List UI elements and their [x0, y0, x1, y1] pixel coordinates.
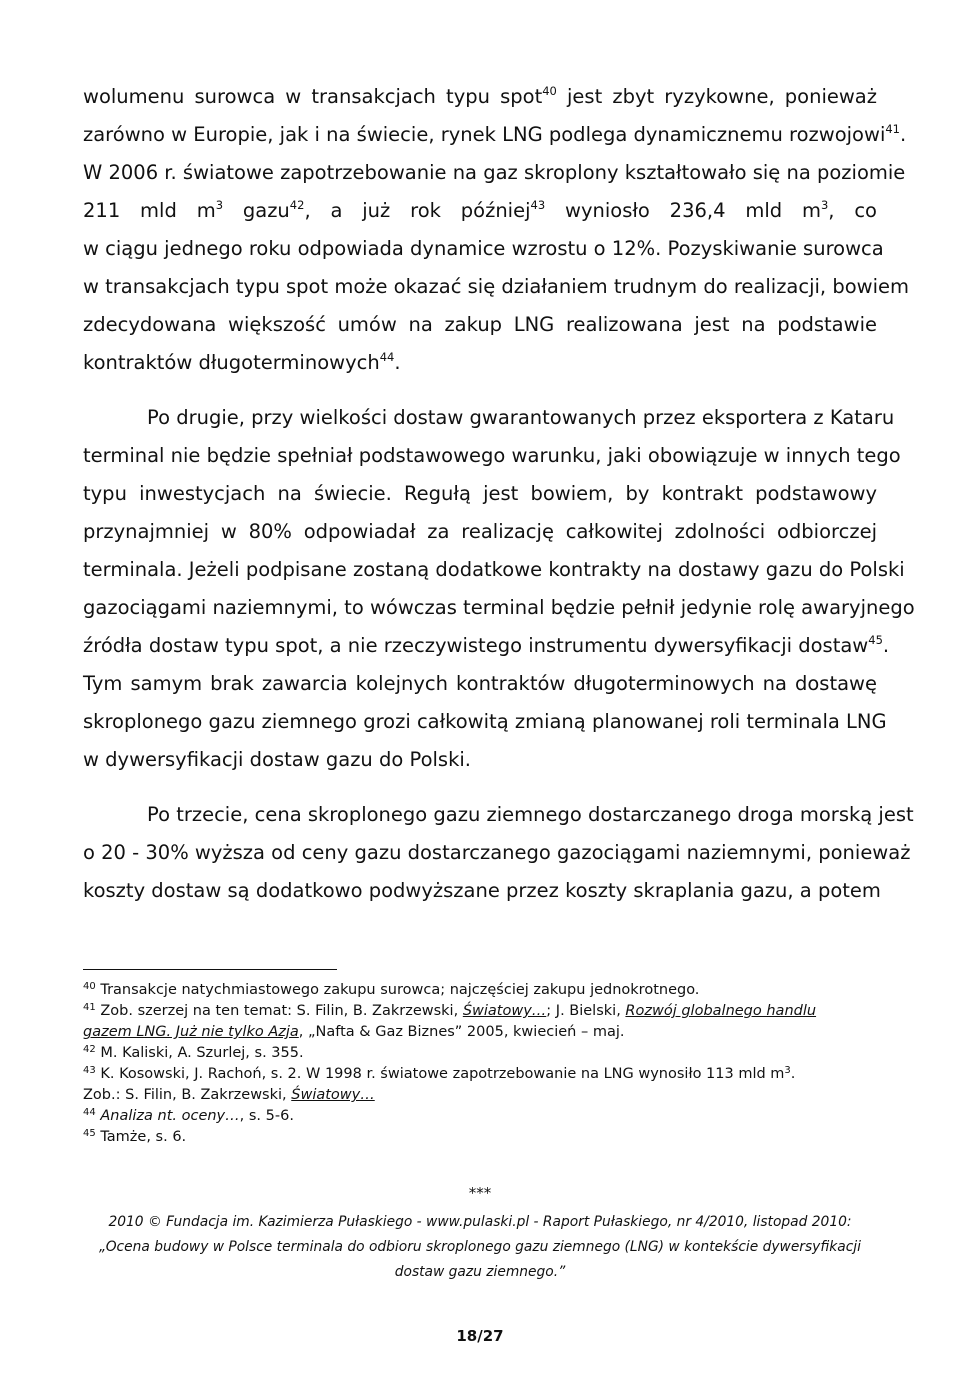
body-line: terminala. Jeżeli podpisane zostaną dodatkowe kontrakty na dostawy gazu do Polski [83, 558, 905, 581]
footnote-44: $^{44}$ Analiza nt. oceny…, s. 5-6. [83, 1107, 294, 1124]
section-separator: *** [468, 1184, 492, 1202]
footnote-ref: 42 [289, 198, 305, 212]
footnote-41-cont: gazem LNG. Już nie tylko Azja, „Nafta & Gaz Biznes” 2005, kwiecień – maj. [83, 1024, 625, 1040]
body-line: Tym samym brak zawarcia kolejnych kontraktów długoterminowych na dostawę [83, 672, 877, 695]
footnote-40: $^{40}$ Transakcje natychmiastowego zakupu surowca; najczęściej zakupu jednokrotnego. [83, 981, 700, 998]
body-line: zarówno w Europie, jak i na świecie, rynek LNG podlega dynamicznemu rozwojowi$^{41}$. [83, 122, 907, 146]
body-line: wolumenu surowca w transakcjach typu spot$^{40}$ jest zbyt ryzykowne, ponieważ [83, 84, 877, 108]
body-line: Po trzecie, cena skroplonego gazu ziemnego dostarczanego droga morską jest [147, 803, 914, 826]
body-line: koszty dostaw są dodatkowo podwyższane przez koszty skraplania gazu, a potem [83, 879, 881, 902]
footnote-ref: 41 [885, 122, 900, 136]
body-line: 211 mld $m^3$ gazu$^{42}$, a już rok później$^{43}$ wyniosło 236,4 mld $m^3$, co [83, 198, 877, 222]
body-line: skroplonego gazu ziemnego grozi całkowitą zmianą planowanej roli terminala LNG [83, 710, 887, 733]
footer-line-2: „Ocena budowy w Polsce terminala do odbioru skroplonego gazu ziemnego (LNG) w kontekście dywersyfikacji [99, 1239, 861, 1255]
footer-line-3: dostaw gazu ziemnego.” [394, 1264, 566, 1280]
body-line: Po drugie, przy wielkości dostaw gwarantowanych przez eksportera z Kataru [147, 406, 895, 429]
footnote-separator [83, 969, 337, 970]
footnote-43: $^{43}$ K. Kosowski, J. Rachoń, s. 2. W 1998 r. światowe zapotrzebowanie na LNG wynosiło 113 mld $m^3$. [83, 1065, 796, 1082]
body-line: typu inwestycjach na świecie. Regułą jest bowiem, by kontrakt podstawowy [83, 482, 877, 505]
footnote-41: $^{41}$ Zob. szerzej na ten temat: S. Filin, B. Zakrzewski, Światowy…; J. Bielski, Rozwój globalnego handlu [83, 1002, 817, 1019]
footnote-ref: 40 [542, 84, 557, 98]
body-line: źródła dostaw typu spot, a nie rzeczywistego instrumentu dywersyfikacji dostaw$^{45}$. [83, 633, 890, 657]
body-line: w ciągu jednego roku odpowiada dynamice wzrostu o 12%. Pozyskiwanie surowca [83, 237, 884, 260]
body-line: zdecydowana większość umów na zakup LNG realizowana jest na podstawie [83, 313, 877, 336]
footnote-43-cont: Zob.: S. Filin, B. Zakrzewski, Światowy… [83, 1087, 375, 1103]
footnote-ref: 45 [868, 633, 883, 647]
footnote-42: $^{42}$ M. Kaliski, A. Szurlej, s. 355. [83, 1044, 304, 1061]
body-line: w transakcjach typu spot może okazać się działaniem trudnym do realizacji, bowiem [83, 275, 909, 298]
body-line: terminal nie będzie spełniał podstawowego warunku, jaki obowiązuje w innych tego [83, 444, 901, 467]
body-line: kontraktów długoterminowych$^{44}$. [83, 350, 401, 374]
footnote-45: $^{45}$ Tamże, s. 6. [83, 1128, 187, 1145]
page-number: 18/27 [456, 1327, 504, 1345]
footnote-ref: 44 [379, 350, 395, 364]
body-line: o 20 - 30% wyższa od ceny gazu dostarczanego gazociągami naziemnymi, ponieważ [83, 841, 911, 864]
body-line: w dywersyfikacji dostaw gazu do Polski. [83, 748, 471, 771]
body-line: przynajmniej w 80% odpowiadał za realizację całkowitej zdolności odbiorczej [83, 520, 877, 543]
body-line: W 2006 r. światowe zapotrzebowanie na gaz skroplony kształtowało się na poziomie [83, 161, 906, 184]
footer-line-1: 2010 © Fundacja im. Kazimierza Pułaskiego - www.pulaski.pl - Raport Pułaskiego, nr 4/2010, listopad 2010: [108, 1214, 852, 1230]
body-line: gazociągami naziemnymi, to wówczas terminal będzie pełnił jedynie rolę awaryjnego [83, 596, 915, 619]
footnote-ref: 43 [530, 198, 546, 212]
